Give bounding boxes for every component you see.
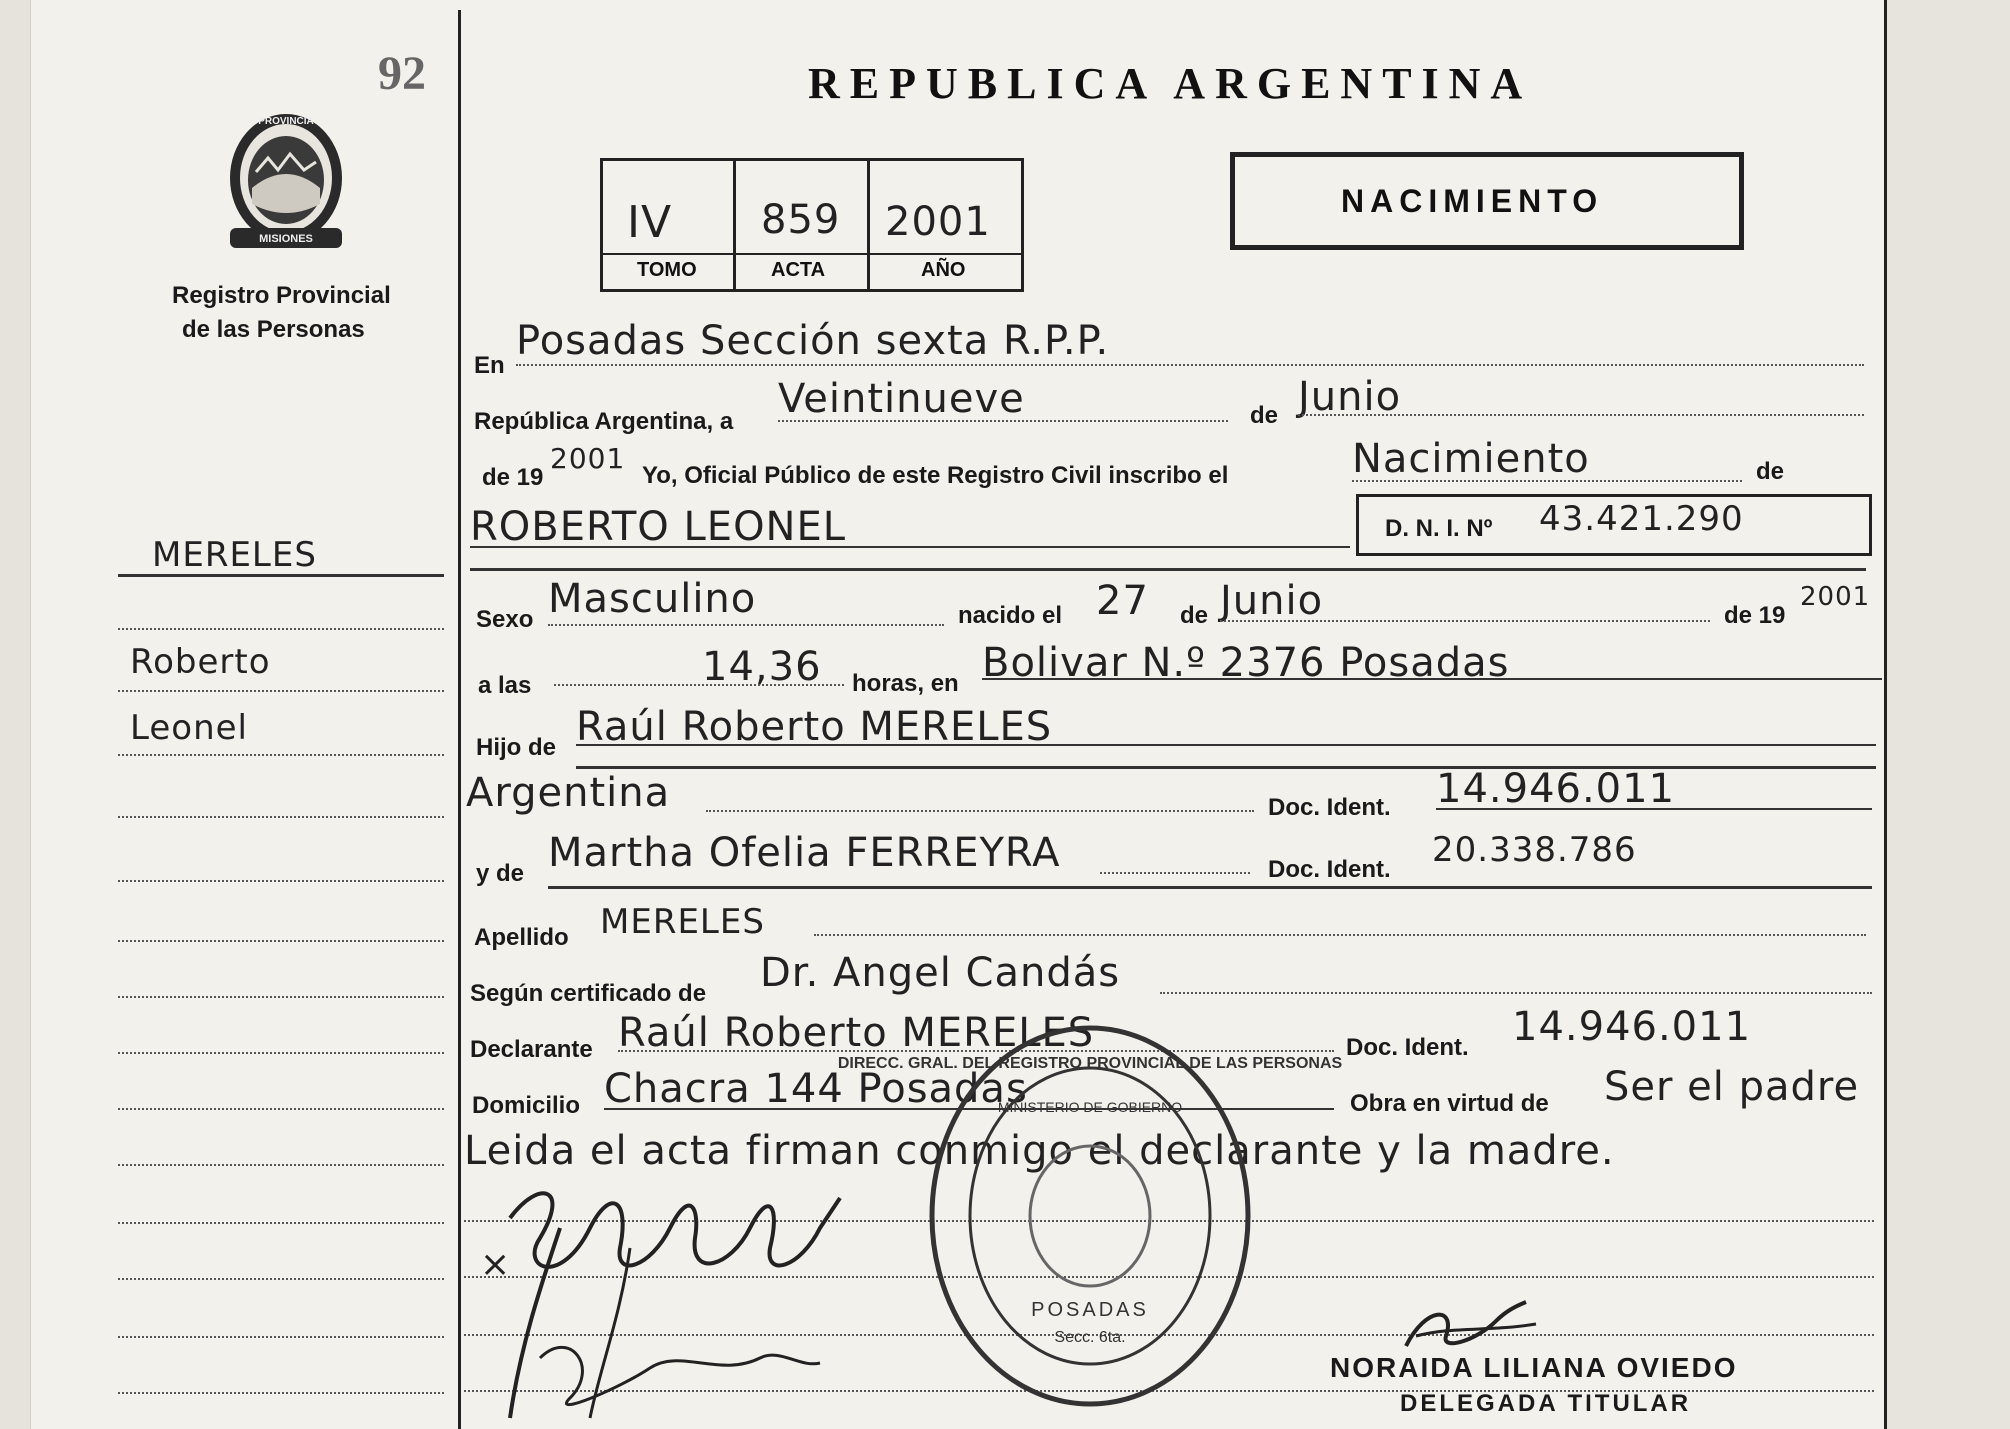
line-rule <box>548 624 944 626</box>
label-apellido: Apellido <box>474 924 569 951</box>
record-number-box <box>600 158 1024 292</box>
field-closing: Leida el acta firman conmigo el declarante y la madre. <box>464 1128 1615 1174</box>
field-capacity: Ser el padre <box>1604 1064 1860 1110</box>
line-rule <box>1298 414 1864 416</box>
field-mother: Martha Ofelia FERREYRA <box>548 830 1061 876</box>
line-rule <box>470 546 1350 548</box>
field-birth-month: Junio <box>1220 578 1324 624</box>
label-doc-ident-father: Doc. Ident. <box>1268 794 1391 821</box>
line-rule <box>982 678 1882 680</box>
registry-line-2: de las Personas <box>182 316 365 343</box>
field-year-suffix: 2001 <box>550 442 626 475</box>
label-hijo-de: Hijo de <box>476 734 557 761</box>
signatures-drawing <box>480 1168 900 1428</box>
line-rule <box>554 684 844 686</box>
label-dni: D. N. I. Nº <box>1385 515 1493 542</box>
field-birth-place: Bolivar N.º 2376 Posadas <box>982 640 1510 686</box>
label-a-las: a las <box>478 672 532 699</box>
line-rule <box>1220 620 1710 622</box>
field-day-words: Veintinueve <box>778 376 1025 422</box>
acta-label: ACTA <box>771 259 826 281</box>
field-time: 14,36 <box>702 644 822 690</box>
label-yo-oficial: Yo, Oficial Público de este Registro Civil inscribo el <box>642 462 1229 489</box>
label-de-19-birth: de 19 <box>1724 602 1786 629</box>
label-de-birth-month: de <box>1180 602 1209 629</box>
field-mother-doc: 20.338.786 <box>1432 830 1637 870</box>
margin-rule <box>118 574 444 577</box>
line-rule <box>548 886 1872 889</box>
certificate-type-label: NACIMIENTO <box>1341 183 1604 219</box>
line-rule <box>814 934 1866 936</box>
official-signature-drawing <box>1396 1296 1556 1356</box>
ano-value: 2001 <box>885 199 991 245</box>
field-name: ROBERTO LEONEL <box>470 504 847 550</box>
field-sex: Masculino <box>548 576 757 622</box>
label-de-person: de <box>1756 458 1785 485</box>
ano-label: AÑO <box>921 259 966 281</box>
label-sexo: Sexo <box>476 606 534 633</box>
margin-surname: MERELES <box>152 535 317 575</box>
registry-line-1: Registro Provincial <box>172 282 391 309</box>
document-title: REPUBLICA ARGENTINA <box>808 59 1533 108</box>
margin-given-name-2: Leonel <box>130 708 248 748</box>
label-obra: Obra en virtud de <box>1350 1090 1549 1117</box>
label-republica: República Argentina, a <box>474 408 734 435</box>
stamp-inner-text: MINISTERIO DE GOBIERNO <box>997 1099 1183 1115</box>
provincial-seal-icon <box>216 100 356 260</box>
field-father-nationality: Argentina <box>466 770 671 816</box>
field-surname: MERELES <box>600 902 765 942</box>
stamp-ring-text: DIRECC. GRAL. DEL REGISTRO PROVINCIAL DE LAS PERSONAS <box>837 1055 1343 1072</box>
page-left-edge <box>0 0 31 1429</box>
label-en: En <box>474 352 505 379</box>
field-declarant: Raúl Roberto MERELES <box>618 1010 1095 1056</box>
label-doc-ident-mother: Doc. Ident. <box>1268 856 1391 883</box>
tomo-label: TOMO <box>637 259 697 281</box>
label-de-month: de <box>1250 402 1279 429</box>
svg-text:×: × <box>480 1244 511 1285</box>
field-address: Chacra 144 Posadas <box>604 1066 1028 1112</box>
line-rule <box>516 364 1864 366</box>
field-father: Raúl Roberto MERELES <box>576 704 1053 750</box>
dni-box <box>1356 494 1872 556</box>
line-rule <box>1160 992 1872 994</box>
label-doc-ident-declarant: Doc. Ident. <box>1346 1034 1469 1061</box>
certificate-type-box <box>1230 152 1744 250</box>
line-rule <box>778 420 1228 422</box>
field-birth-year: 2001 <box>1800 582 1871 612</box>
line-rule <box>576 766 1876 769</box>
page-number: 92 <box>378 47 426 100</box>
line-rule <box>576 744 1876 746</box>
acta-value: 859 <box>761 197 841 243</box>
label-declarante: Declarante <box>470 1036 593 1063</box>
tomo-value: IV <box>627 197 673 248</box>
official-stamp <box>837 1016 1343 1429</box>
label-de-19: de 19 <box>482 464 544 491</box>
seal-bottom-text: MISIONES <box>259 233 313 245</box>
label-nacido-el: nacido el <box>958 602 1063 629</box>
margin-divider <box>458 10 461 1429</box>
seal-top-text: PROVINCIA <box>258 116 314 127</box>
field-month: Junio <box>1298 374 1402 420</box>
label-domicilio: Domicilio <box>472 1092 581 1119</box>
field-birth-day: 27 <box>1096 578 1149 624</box>
field-dni: 43.421.290 <box>1539 499 1744 539</box>
official-title: DELEGADA TITULAR <box>1400 1390 1692 1417</box>
field-place: Posadas Sección sexta R.P.P. <box>516 318 1110 364</box>
field-act-kind: Nacimiento <box>1352 436 1590 482</box>
page-right-edge <box>1884 0 2010 1429</box>
line-rule <box>1436 808 1872 810</box>
label-segun: Según certificado de <box>470 980 707 1007</box>
margin-given-name-1: Roberto <box>130 642 271 682</box>
field-declarant-doc: 14.946.011 <box>1512 1004 1752 1050</box>
line-rule <box>1352 480 1742 482</box>
official-name: NORAIDA LILIANA OVIEDO <box>1330 1352 1738 1383</box>
field-father-doc: 14.946.011 <box>1436 766 1676 812</box>
label-y-de: y de <box>476 860 525 887</box>
line-rule <box>1100 872 1250 874</box>
line-rule <box>470 568 1866 571</box>
stamp-section: Secc. 6ta. <box>1054 1329 1126 1346</box>
stamp-city: POSADAS <box>1031 1299 1149 1321</box>
field-certificate-by: Dr. Angel Candás <box>760 950 1121 996</box>
line-rule <box>706 810 1254 812</box>
label-horas-en: horas, en <box>852 670 959 697</box>
